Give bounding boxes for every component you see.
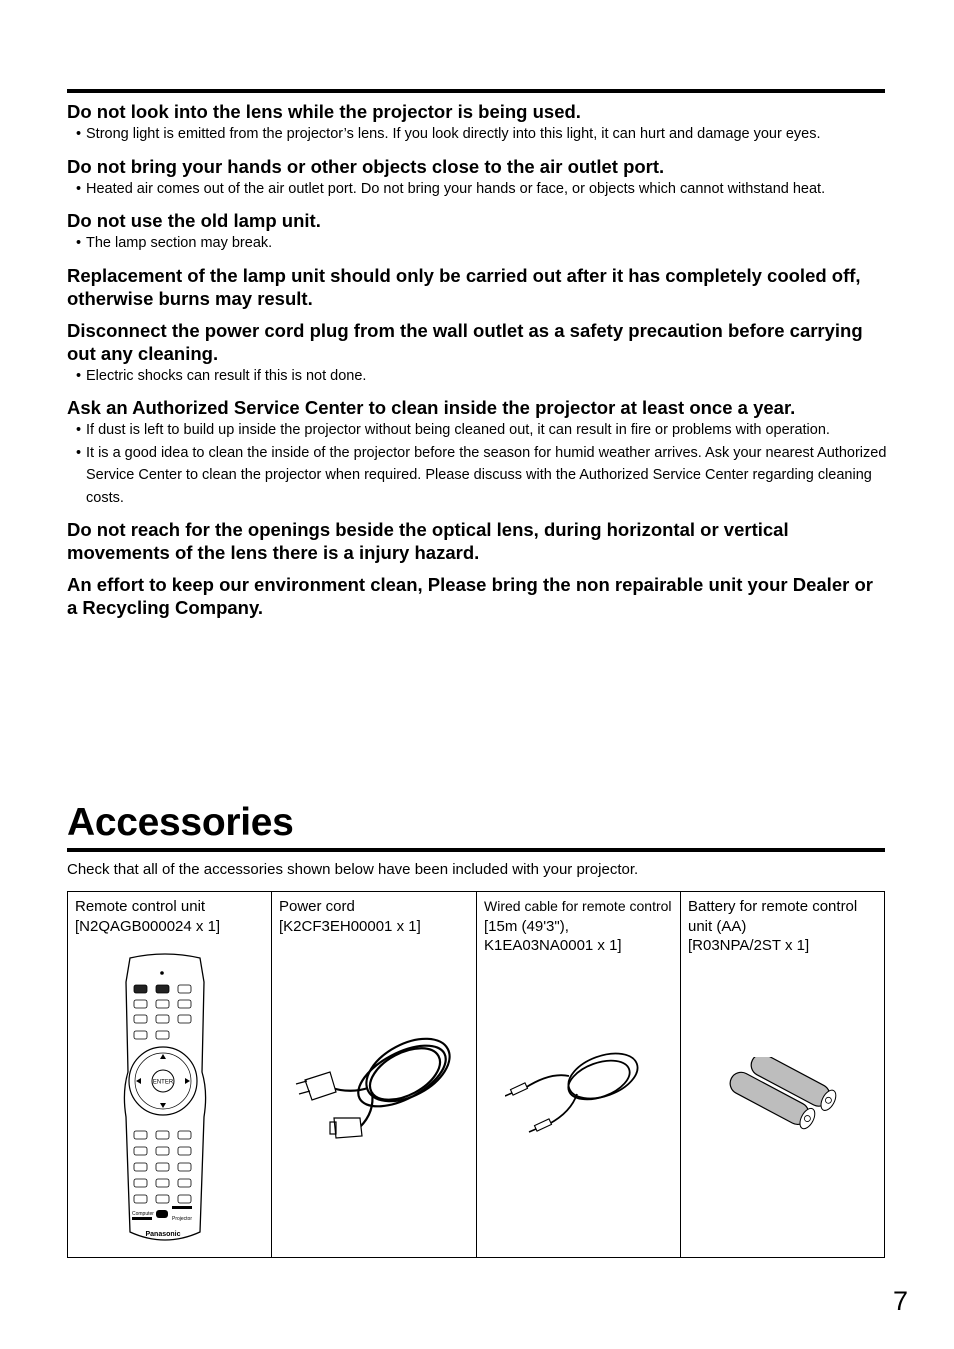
warning-bullet: • Electric shocks can result if this is not done. xyxy=(67,365,887,388)
warning-block xyxy=(67,573,887,619)
accessory-cell-remote xyxy=(68,892,272,1257)
accessory-label xyxy=(688,897,880,956)
accessory-label xyxy=(279,897,472,936)
accessories-title: Accessories xyxy=(67,801,294,844)
warning-bullet: • It is a good idea to clean the inside of the projector before the season for humid weather arrives. Ask your nearest Authorized Service Center to clean the projector when required. Please discuss with the Authorized Service Center regarding cleaning costs. xyxy=(67,442,887,510)
warning-block xyxy=(67,264,887,310)
remote-brand: Panasonic xyxy=(145,1231,181,1238)
accessory-part: [15m (49'3"), xyxy=(484,917,569,935)
accessories-table xyxy=(67,891,885,1258)
page-number: 7 xyxy=(893,1286,909,1316)
remote-control-icon xyxy=(120,952,210,1244)
warnings-section xyxy=(67,100,887,628)
accessory-name: Wired cable for remote control xyxy=(484,898,672,914)
accessory-part: [K2CF3EH00001 x 1] xyxy=(279,917,421,935)
warning-bullet: • Strong light is emitted from the projector’s lens. If you look directly into this light, it can hurt and damage your eyes. xyxy=(67,123,887,146)
wired-cable-icon xyxy=(505,1042,645,1140)
warning-block xyxy=(67,100,887,146)
warning-heading: Do not use the old lamp unit. xyxy=(67,210,321,231)
accessories-rule xyxy=(67,848,885,852)
battery-icon xyxy=(721,1057,851,1137)
accessory-name: Remote control unit xyxy=(75,898,206,915)
accessories-intro: Check that all of the accessories shown below have been included with your projector. xyxy=(67,861,639,878)
accessory-name: Power cord xyxy=(279,898,355,915)
warning-bullet: • The lamp section may break. xyxy=(67,232,887,255)
warning-block xyxy=(67,518,887,564)
warning-heading: Disconnect the power cord plug from the wall outlet as a safety precaution before carrying out any cleaning. xyxy=(67,319,863,364)
accessory-cell-wired-cable xyxy=(477,892,681,1257)
warning-heading: Replacement of the lamp unit should only be carried out after it has completely cooled off, otherwise burns may result. xyxy=(67,264,861,309)
warning-bullet: • If dust is left to build up inside the projector without being cleaned out, it can result in fire or problems with operation. xyxy=(67,419,887,442)
warning-block xyxy=(67,319,887,388)
accessory-part-number: K1EA03NA0001 x 1] xyxy=(484,937,622,954)
accessory-label xyxy=(75,897,267,936)
accessory-name: Battery for remote control unit (AA) xyxy=(688,898,858,935)
remote-switch-left: Computer xyxy=(132,1211,154,1217)
warning-heading: Do not look into the lens while the projector is being used. xyxy=(67,101,581,122)
warning-heading: Do not reach for the openings beside the optical lens, during horizontal or vertical movements of the lens there is a injury hazard. xyxy=(67,519,789,563)
warning-heading: Ask an Authorized Service Center to clean inside the projector at least once a year. xyxy=(67,397,796,418)
accessory-part: [N2QAGB000024 x 1] xyxy=(75,917,221,935)
warning-bullet: • Heated air comes out of the air outlet port. Do not bring your hands or face, or objects which cannot withstand heat. xyxy=(67,178,887,201)
top-rule xyxy=(67,89,885,93)
warning-block xyxy=(67,396,887,509)
warning-block xyxy=(67,209,887,255)
remote-switch-right: Projector xyxy=(172,1216,193,1222)
remote-enter-label: ENTER xyxy=(152,1079,174,1086)
warning-block xyxy=(67,155,887,201)
warning-heading: An effort to keep our environment clean, Please bring the non repairable unit your Dealer or a Recycling Company. xyxy=(67,574,873,618)
power-cord-icon xyxy=(290,1032,460,1147)
accessory-label xyxy=(484,897,676,956)
accessory-part: [R03NPA/2ST x 1] xyxy=(688,937,810,954)
warning-heading: Do not bring your hands or other objects close to the air outlet port. xyxy=(67,155,665,177)
accessory-cell-power-cord xyxy=(272,892,477,1257)
accessory-cell-battery xyxy=(681,892,884,1257)
